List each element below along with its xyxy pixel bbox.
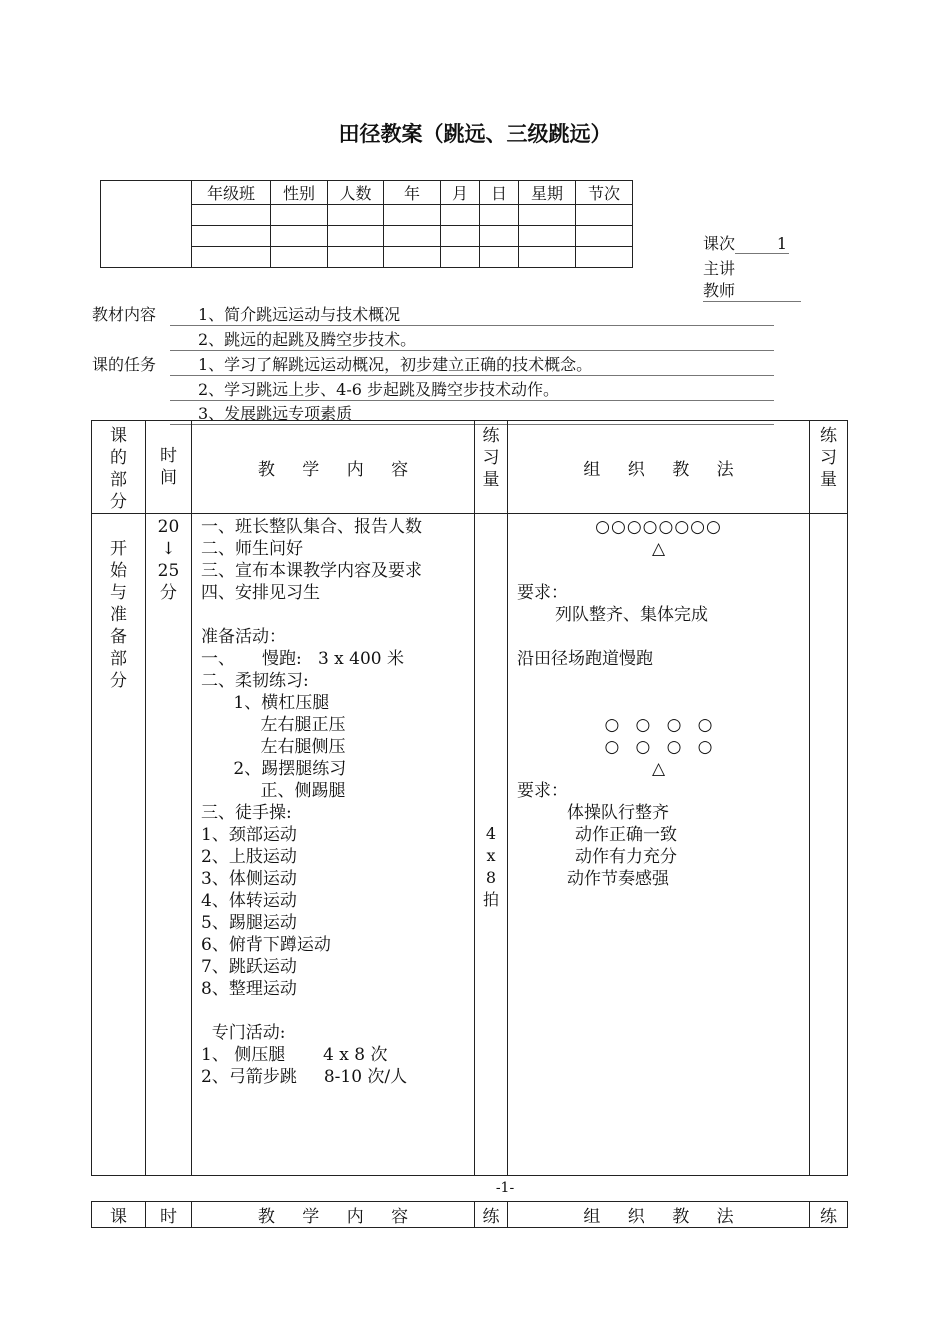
- tasks-item-2: 2、学习跳远上步、4-6 步起跳及腾空步技术动作。: [170, 377, 774, 401]
- bottom-header-content: 教 学 内 容: [192, 1202, 475, 1228]
- info-header-day: 日: [480, 181, 519, 205]
- content-line: 6、俯背下蹲运动: [201, 935, 331, 955]
- content-line: 3、体侧运动: [201, 869, 297, 889]
- content-line: 1、横杠压腿: [201, 693, 330, 713]
- content-line: 2、上肢运动: [201, 847, 297, 867]
- requirement-text: 列队整齐、集体完成: [555, 605, 708, 625]
- tasks-item-1: 1、学习了解跳远运动概况，初步建立正确的技术概念。: [170, 352, 774, 376]
- content-line: 7、跳跃运动: [201, 957, 297, 977]
- run-instruction: 沿田径场跑道慢跑: [517, 649, 653, 669]
- info-header-month: 月: [441, 181, 480, 205]
- header-part: 课 的 部 分: [92, 421, 146, 514]
- info-header-weekday: 星期: [519, 181, 576, 205]
- content-line: 四、安排见习生: [201, 583, 320, 603]
- teacher-label-1: 主讲: [703, 259, 736, 278]
- materials-label: 教材内容: [92, 305, 157, 324]
- content-line: 左右腿侧压: [201, 737, 346, 757]
- content-line: 5、踢腿运动: [201, 913, 297, 933]
- header-time: 时 间: [146, 421, 192, 514]
- time-duration: 20 ↓ 25 分: [146, 514, 192, 1176]
- info-header-gender: 性别: [271, 181, 328, 205]
- teacher-label-2: 教师: [703, 278, 801, 302]
- bottom-header-part: 课: [92, 1202, 146, 1228]
- lesson-plan-table: [91, 420, 848, 1176]
- lesson-number-label: 课次: [703, 234, 736, 253]
- content-line: [201, 604, 474, 626]
- next-page-table-header: [91, 1201, 848, 1228]
- content-line: 1、颈部运动: [201, 825, 297, 845]
- bottom-header-practice-2: 练: [810, 1202, 848, 1228]
- teaching-content: [192, 514, 475, 1176]
- content-line: 准备活动：: [201, 627, 286, 647]
- header-method: 组 织 教 法: [508, 421, 810, 514]
- header-content: 教 学 内 容: [192, 421, 475, 514]
- practice-amount-2: [810, 514, 848, 1176]
- tasks-item-3: 3、发展跳远专项素质: [170, 401, 774, 425]
- content-line: 正、侧踢腿: [201, 781, 346, 801]
- content-line: 三、宣布本课教学内容及要求: [201, 561, 422, 581]
- info-header-period: 节次: [576, 181, 633, 205]
- bottom-header-practice: 练: [475, 1202, 508, 1228]
- info-blank-cell: [101, 181, 192, 268]
- content-line: 专门活动:: [201, 1023, 286, 1043]
- lesson-number: [703, 231, 789, 254]
- page-title: 田径教案（跳远、三级跳远）: [338, 122, 612, 146]
- content-line: 2、踢摆腿练习: [201, 759, 347, 779]
- part-start-prepare: 开 始 与 准 备 部 分: [92, 514, 146, 1176]
- header-practice: 练 习 量: [475, 421, 508, 514]
- header-practice-2: 练 习 量: [810, 421, 848, 514]
- requirement-item: 动作有力充分: [575, 847, 677, 867]
- content-line: 2、弓箭步跳 8-10 次/人: [201, 1067, 408, 1087]
- info-header-count: 人数: [328, 181, 384, 205]
- requirement-item: 动作节奏感强: [567, 869, 669, 889]
- formation-triangle: △: [651, 539, 666, 559]
- content-line: 1、 侧压腿 4 x 8 次: [201, 1045, 388, 1065]
- class-info-table: [100, 180, 633, 268]
- organization-method: [508, 514, 810, 1176]
- bottom-header-method: 组 织 教 法: [508, 1202, 810, 1228]
- materials-item-1: 1、简介跳远运动与技术概况: [170, 302, 774, 326]
- content-line: 一、班长整队集合、报告人数: [201, 517, 422, 537]
- formation-circles: ○○○○○○○○: [595, 517, 722, 537]
- content-line: 一、 慢跑: 3 x 400 米: [201, 649, 405, 669]
- practice-amount: 4 x 8 拍: [475, 514, 508, 1176]
- formation-row: ○ ○ ○ ○: [604, 737, 713, 757]
- formation-row: ○ ○ ○ ○: [604, 715, 713, 735]
- tasks-label: 课的任务: [92, 355, 157, 374]
- requirement-label: 要求：: [517, 583, 568, 603]
- bottom-header-time: 时: [146, 1202, 192, 1228]
- lesson-number-value: 1: [735, 234, 789, 254]
- requirement-item: 体操队行整齐: [567, 803, 669, 823]
- formation-triangle: △: [651, 759, 666, 779]
- materials-item-2: 2、跳远的起跳及腾空步技术。: [170, 327, 774, 351]
- content-line: 8、整理运动: [201, 979, 297, 999]
- content-line: [201, 1000, 474, 1022]
- requirement-label: 要求：: [517, 781, 568, 801]
- info-header-grade: 年级班: [192, 181, 271, 205]
- content-line: 三、徒手操:: [201, 803, 292, 823]
- content-line: 4、体转运动: [201, 891, 297, 911]
- content-line: 左右腿正压: [201, 715, 346, 735]
- info-header-year: 年: [384, 181, 441, 205]
- requirement-item: 动作正确一致: [575, 825, 677, 845]
- page-number: -1-: [495, 1180, 515, 1196]
- content-line: 二、师生问好: [201, 539, 303, 559]
- content-line: 二、柔韧练习:: [201, 671, 309, 691]
